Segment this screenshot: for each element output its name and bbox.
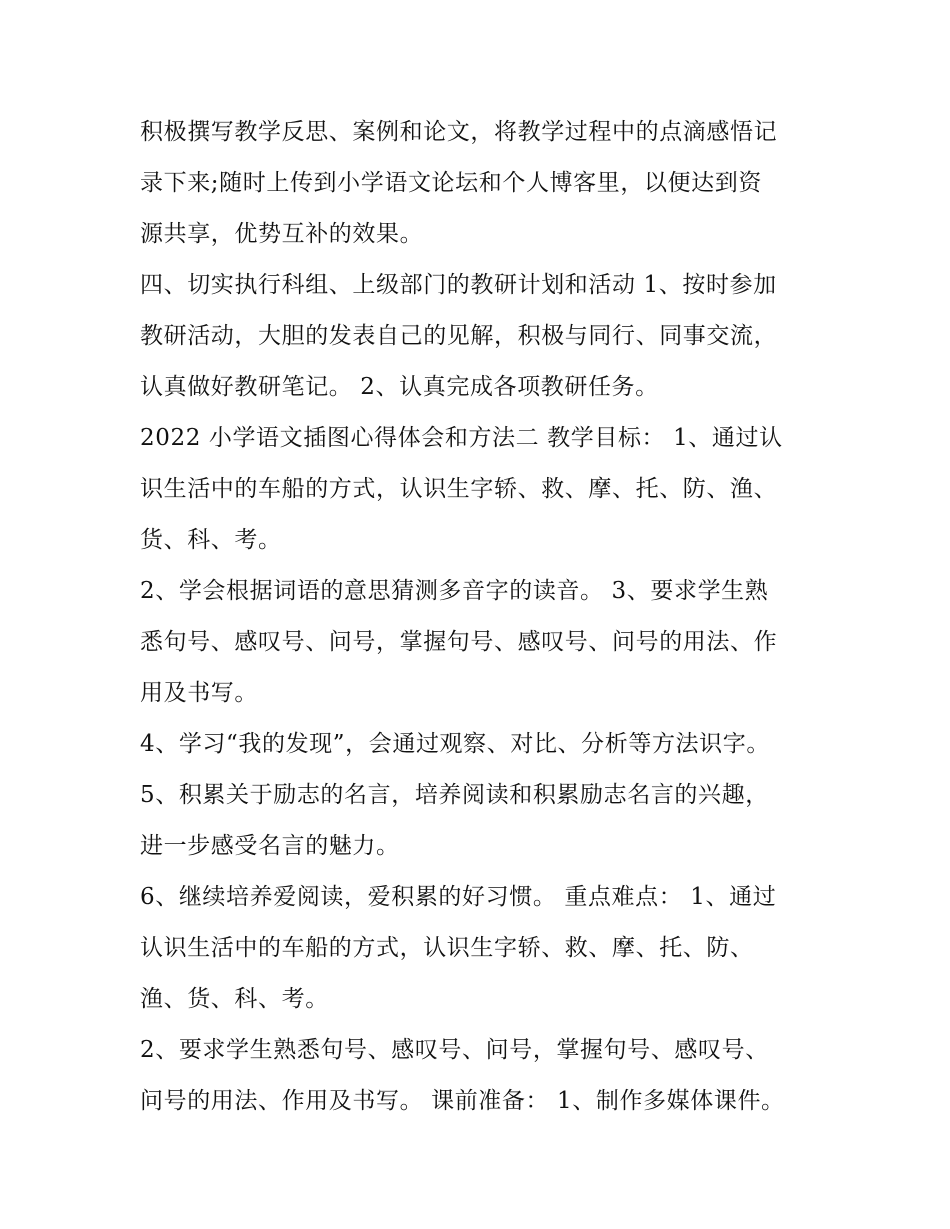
- text-line: 问号的用法、作用及书写。 课前准备： 1、制作多媒体课件。: [140, 1088, 785, 1114]
- text-line: 6、继续培养爱阅读，爱积累的好习惯。 重点难点： 1、通过: [140, 884, 777, 910]
- text-line: 2、要求学生熟悉句号、感叹号、问号，掌握句号、感叹号、: [140, 1037, 769, 1063]
- text-line: 认真做好教研笔记。 2、认真完成各项教研任务。: [140, 374, 659, 400]
- text-line: 用及书写。: [140, 680, 258, 706]
- document-body: [140, 107, 820, 1127]
- text-line: 四、切实执行科组、上级部门的教研计划和活动 1、按时参加: [140, 272, 777, 298]
- text-line: 渔、货、科、考。: [140, 986, 329, 1012]
- text-line: 教研活动，大胆的发表自己的见解，积极与同行、同事交流，: [140, 323, 778, 349]
- text-line: 悉句号、感叹号、问号，掌握句号、感叹号、问号的用法、作: [140, 629, 778, 655]
- text-line: 源共享，优势互补的效果。: [140, 221, 424, 247]
- text-line: 积极撰写教学反思、案例和论文，将教学过程中的点滴感悟记: [140, 119, 778, 145]
- text-line: 录下来;随时上传到小学语文论坛和个人博客里，以便达到资: [140, 170, 762, 196]
- text-line: 识生活中的车船的方式，认识生字轿、救、摩、托、防、渔、: [140, 476, 778, 502]
- text-line: 4、学习“我的发现”，会通过观察、对比、分析等方法识字。: [140, 731, 770, 757]
- text-line: 2022 小学语文插图心得体会和方法二 教学目标： 1、通过认: [140, 425, 783, 451]
- text-line: 进一步感受名言的魅力。: [140, 833, 400, 859]
- text-line: 5、积累关于励志的名言，培养阅读和积累励志名言的兴趣，: [140, 782, 769, 808]
- text-line: 认识生活中的车船的方式，认识生字轿、救、摩、托、防、: [140, 935, 754, 961]
- text-line: 2、学会根据词语的意思猜测多音字的读音。 3、要求学生熟: [140, 578, 769, 604]
- text-line: 货、科、考。: [140, 527, 282, 553]
